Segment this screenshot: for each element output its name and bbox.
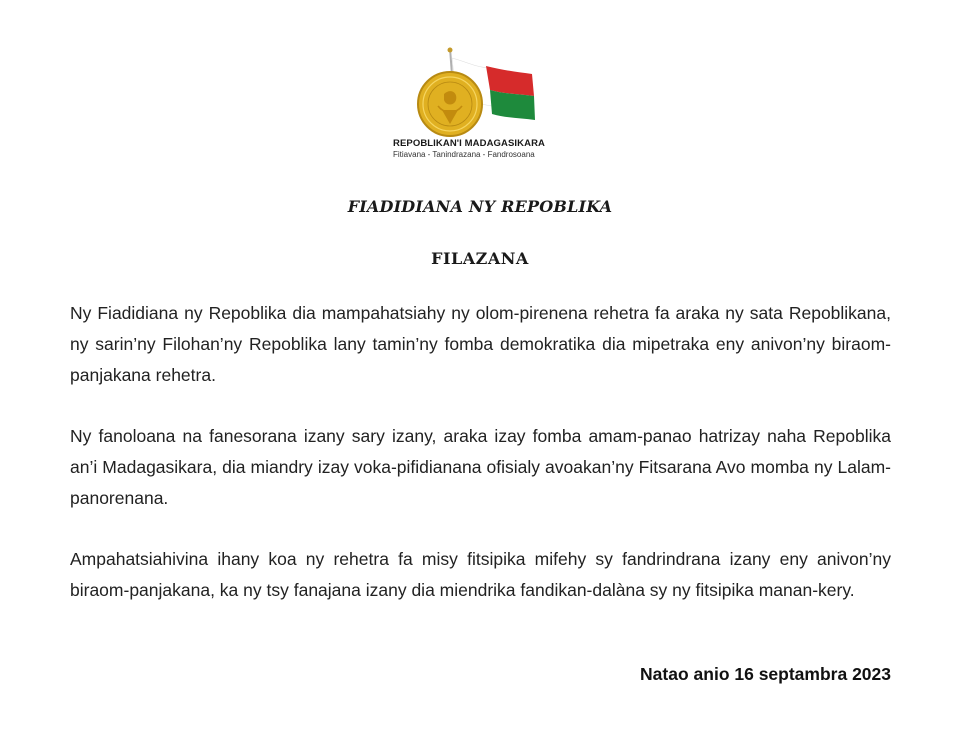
emblem-caption [392,138,568,159]
paragraph-3: Ampahatsiahivina ihany koa ny rehetra fa misy fitsipika mifehy sy fandrindrana izany eny anivon’ny biraom-panjakana, ka ny tsy fanajana izany dia miendrika fandikan-dalàna sy ny fitsipika manan-kery. [70,549,891,600]
date-line: Natao anio 16 septambra 2023 [640,664,891,684]
paragraph-2: Ny fanoloana na fanesorana izany sary izany, araka izay fomba amam-panao hatrizay naha Repoblika an’i Madagasikara, dia miandry izay voka-pifidianana ofisialy avoakan’ny Fitsarana Avo momba ny Lalam-panorenana. [70,426,891,508]
paragraph-1: Ny Fiadidiana ny Repoblika dia mampahatsiahy ny olom-pirenena rehetra fa araka ny sata Repoblikana, ny sarin’ny Filohan’ny Repoblika lany tamin’ny fomba demokratika dia mipetraka eny anivon’ny biraom-panjakana rehetra. [70,303,891,385]
document-title: FIADIDIANA NY REPOBLIKA [347,197,613,216]
document-body [70,298,891,636]
national-motto: Fitiavana - Tanindrazana - Fandrosoana [393,150,535,159]
country-name: REPOBLIKAN'I MADAGASIKARA [393,138,546,149]
document-subtitle: FILAZANA [431,249,529,268]
